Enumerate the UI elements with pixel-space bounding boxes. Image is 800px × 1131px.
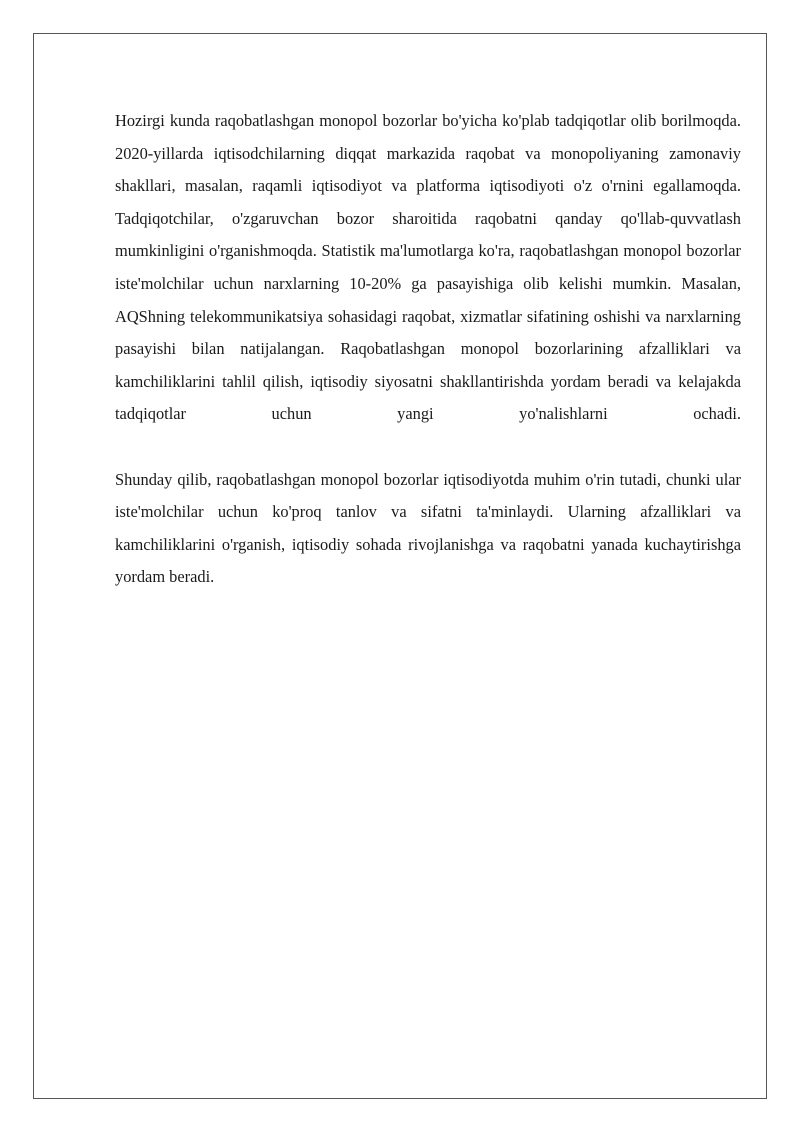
- paragraph-spacer: [115, 431, 741, 464]
- paragraph-2: Shunday qilib, raqobatlashgan monopol bozorlar iqtisodiyotda muhim o'rin tutadi, chunki ular iste'molchilar uchun ko'proq tanlov va sifatni ta'minlaydi. Ularning afzalliklari va kamchiliklarini o'rganish, iqtisodiy sohada rivojlanishga va raqobatni yanada kuchaytirishga yordam beradi.: [115, 469, 741, 587]
- paragraph-1: Hozirgi kunda raqobatlashgan monopol bozorlar bo'yicha ko'plab tadqiqotlar olib borilmoqda. 2020-yillarda iqtisodchilarning diqqat markazida raqobat va monopoliyaning zamonaviy shakllari, masalan, raqamli iqtisodiyot va platforma iqtisodiyoti o'z o'rnini egallamoqda. Tadqiqotchilar, o'zgaruvchan bozor sharoitida raqobatni qanday qo'llab-quvvatlash mumkinligini o'rganishmoqda. Statistik ma'lumotlarga ko'ra, raqobatlashgan monopol bozorlar iste'molchilar uchun narxlarning 10-20% ga pasayishiga olib kelishi mumkin. Masalan, AQShning telekommunikatsiya sohasidagi raqobat, xizmatlar sifatining oshishi va narxlarning pasayishi bilan natijalangan. Raqobatlashgan monopol bozorlarining afzalliklari va kamchiliklarini tahlil qilish, iqtisodiy siyosatni shakllantirishda yordam beradi va kelajakda tadqiqotlar uchun yangi yo'nalishlarni ochadi.: [115, 111, 741, 424]
- document-body: [115, 105, 741, 594]
